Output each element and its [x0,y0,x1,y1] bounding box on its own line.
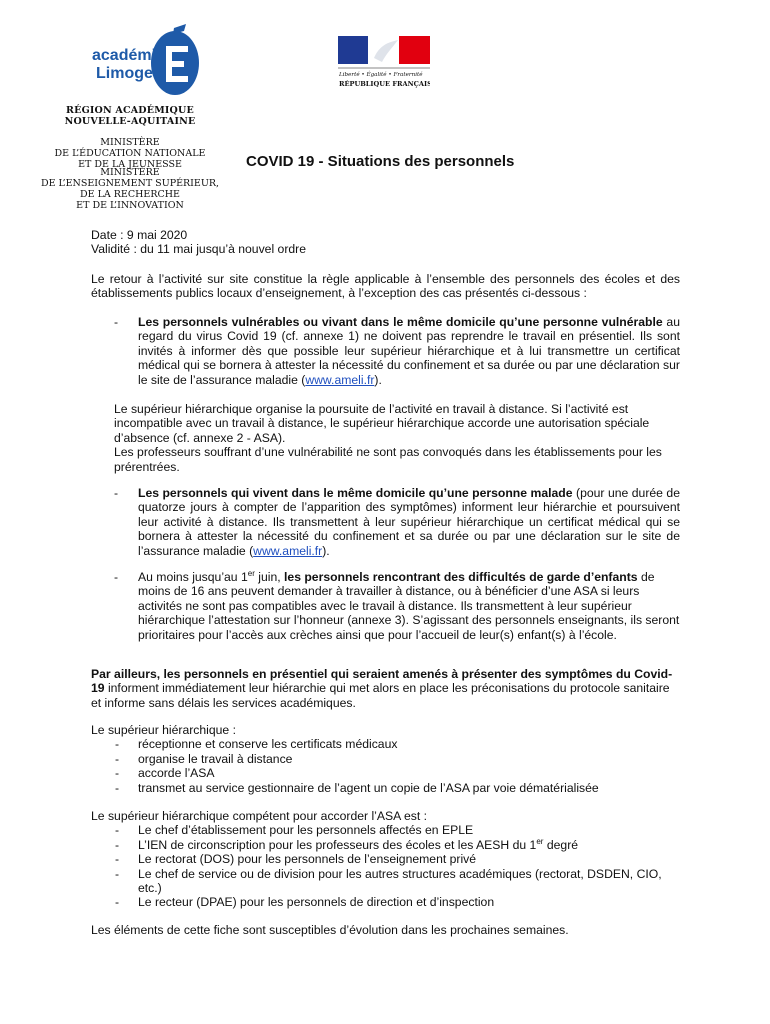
list-item: - Le chef de service ou de division pour les autres structures académiques (rectorat, DSDEN, CIO, etc.) [115,866,662,896]
bullet3-bold-text: les personnels rencontrant des difficultés de garde d’enfants [284,570,638,584]
svg-text:Liberté • Égalité • Fraternité: Liberté • Égalité • Fraternité [339,72,423,78]
document-date: Date : 9 mai 2020 [91,228,188,242]
note-teachers-vulnerable: Les professeurs souffrant d’une vulnérabilité ne sont pas convoqués dans les établissements pour les prérentrées. [114,445,662,474]
list-item: - transmet au service gestionnaire de l’agent un copie de l’ASA par voie dématérialisée [115,780,599,795]
ministry1-line-1: MINISTÈRE [100,137,160,148]
bullet-childcare [138,570,680,642]
bullet3-pre: Au moins jusqu’au 1 [138,570,248,584]
competent-superior-heading: Le supérieur hiérarchique compétent pour accorder l’ASA est : [91,809,428,823]
bullet3-sup: er [247,568,255,578]
list-item: - organise le travail à distance [115,751,293,766]
bullet-dash: - [114,570,119,584]
region-line-1: RÉGION ACADÉMIQUE [66,105,194,116]
ameli-link[interactable]: www.ameli.fr [305,372,375,387]
ministry-education-name [40,137,220,170]
ameli-link[interactable]: www.ameli.fr [253,543,323,558]
list-item: - Le rectorat (DOS) pour les personnels de l’enseignement privé [115,852,477,867]
competent-superior-section [91,809,691,910]
bullet-sick-household [138,486,680,558]
bullet1-end: ). [374,372,382,387]
ministry2-line-3: DE LA RECHERCHE [80,189,180,200]
note-superior-organises: Le supérieur hiérarchique organise la poursuite de l’activité en travail à distance. Si l’activité est incompatible avec un travail à distance, le supérieur hiérarchique accorde une autorisation spéciale d’absence (cf. annexe 2 - ASA). [114,402,650,445]
document-validity: Validité : du 11 mai jusqu’à nouvel ordre [91,242,306,257]
bullet3-text: de moins de 16 ans peuvent demander à travailler à distance, ou à bénéficier d’une ASA si leurs activités ne sont pas compatibles avec le travail à distance. Ils transmettent à leur supérieur hiérarchique l’attestation sur l’honneur (annexe 3). S’agissant des personnels enseignants, ils seront prioritaires pour l’accès aux crèches ainsi que pour l’accueil de leur(s) enfant(s) à l’école. [138,570,680,642]
ministry2-line-1: MINISTÈRE [100,167,160,178]
symptoms-text: informent immédiatement leur hiérarchie qui met alors en place les préconisations du protocole sanitaire et informe sans délais les services académiques. [91,681,670,710]
bullet-dash: - [114,486,119,500]
bullet1-bold-text: Les personnels vulnérables ou vivant dans le même domicile qu’une personne vulnérable [138,315,663,329]
ministry-higher-education-name [40,167,220,211]
intro-paragraph: Le retour à l’activité sur site constitue la règle applicable à l’ensemble des personnels des écoles et des établissements publics locaux d’enseignement, à l’exception des cas présentés ci-dessous : [91,272,680,301]
symptoms-paragraph [91,667,680,710]
republique-francaise-logo [338,36,430,90]
ministry2-line-2: DE L’ENSEIGNEMENT SUPÉRIEUR, [40,178,220,189]
remote-work-note [114,402,680,474]
superior-duties-heading: Le supérieur hiérarchique : [91,723,236,737]
list-item: - réceptionne et conserve les certificats médicaux [115,737,398,752]
list-item: - Le recteur (DPAE) pour les personnels de direction et d’inspection [115,895,495,910]
region-academique-name [50,105,210,127]
bullet2-bold-text: Les personnels qui vivent dans le même domicile qu’une personne malade [138,486,573,500]
ministry1-line-3: ET DE LA JEUNESSE [78,159,182,170]
bullet-dash: - [114,315,119,329]
document-meta [91,228,691,257]
bullet1-text: au regard du virus Covid 19 (cf. annexe 1) ne doivent pas reprendre le travail en présentiel. Ils sont invités à informer dès que possible leur supérieur hiérarchique et à lui transmettre un certificat médical qui se bornera à attester la nécessité du confinement et sa durée ou par une déclaration sur le site de l’assurance maladie ( [138,315,680,387]
bullet2-text: (pour une durée de quatorze jours à compter de l’apparition des symptômes) informent leur hiérarchie et poursuivent leur activité à distance. Ils transmettent à leur supérieur hiérarchique un certificat médical qui se bornera à attester la nécessité du confinement et sa durée ou par une déclaration sur le site de l’assurance maladie ( [138,486,680,558]
document-title: COVID 19 - Situations des personnels [246,153,515,170]
academie-limoges-logo [90,22,210,100]
bullet2-end: ). [322,543,330,558]
bullet3-pre2: juin, [254,570,285,584]
ministry2-line-4: ET DE L’INNOVATION [76,200,184,211]
svg-text:Limoges: Limoges [96,65,162,82]
svg-text:académie: académie [92,47,165,64]
symptoms-bold-text: Par ailleurs, les personnels en présentiel qui seraient amenés à présenter des symptômes du Covid-19 [91,667,673,696]
region-line-2: NOUVELLE-AQUITAINE [64,116,196,127]
list-item: - L’IEN de circonscription pour les professeurs des écoles et les AESH du 1er degré [115,836,579,852]
bullet-vulnerable-personnel [138,315,680,387]
list-item: - accorde l’ASA [115,766,215,781]
list-item: - Le chef d’établissement pour les personnels affectés en EPLE [115,823,474,838]
svg-text:RÉPUBLIQUE FRANÇAISE: RÉPUBLIQUE FRANÇAISE [339,80,430,88]
evolution-note: Les éléments de cette fiche sont susceptibles d’évolution dans les prochaines semaines. [91,923,569,937]
superior-duties-section [91,723,691,795]
ministry1-line-2: DE L’ÉDUCATION NATIONALE [54,148,206,159]
